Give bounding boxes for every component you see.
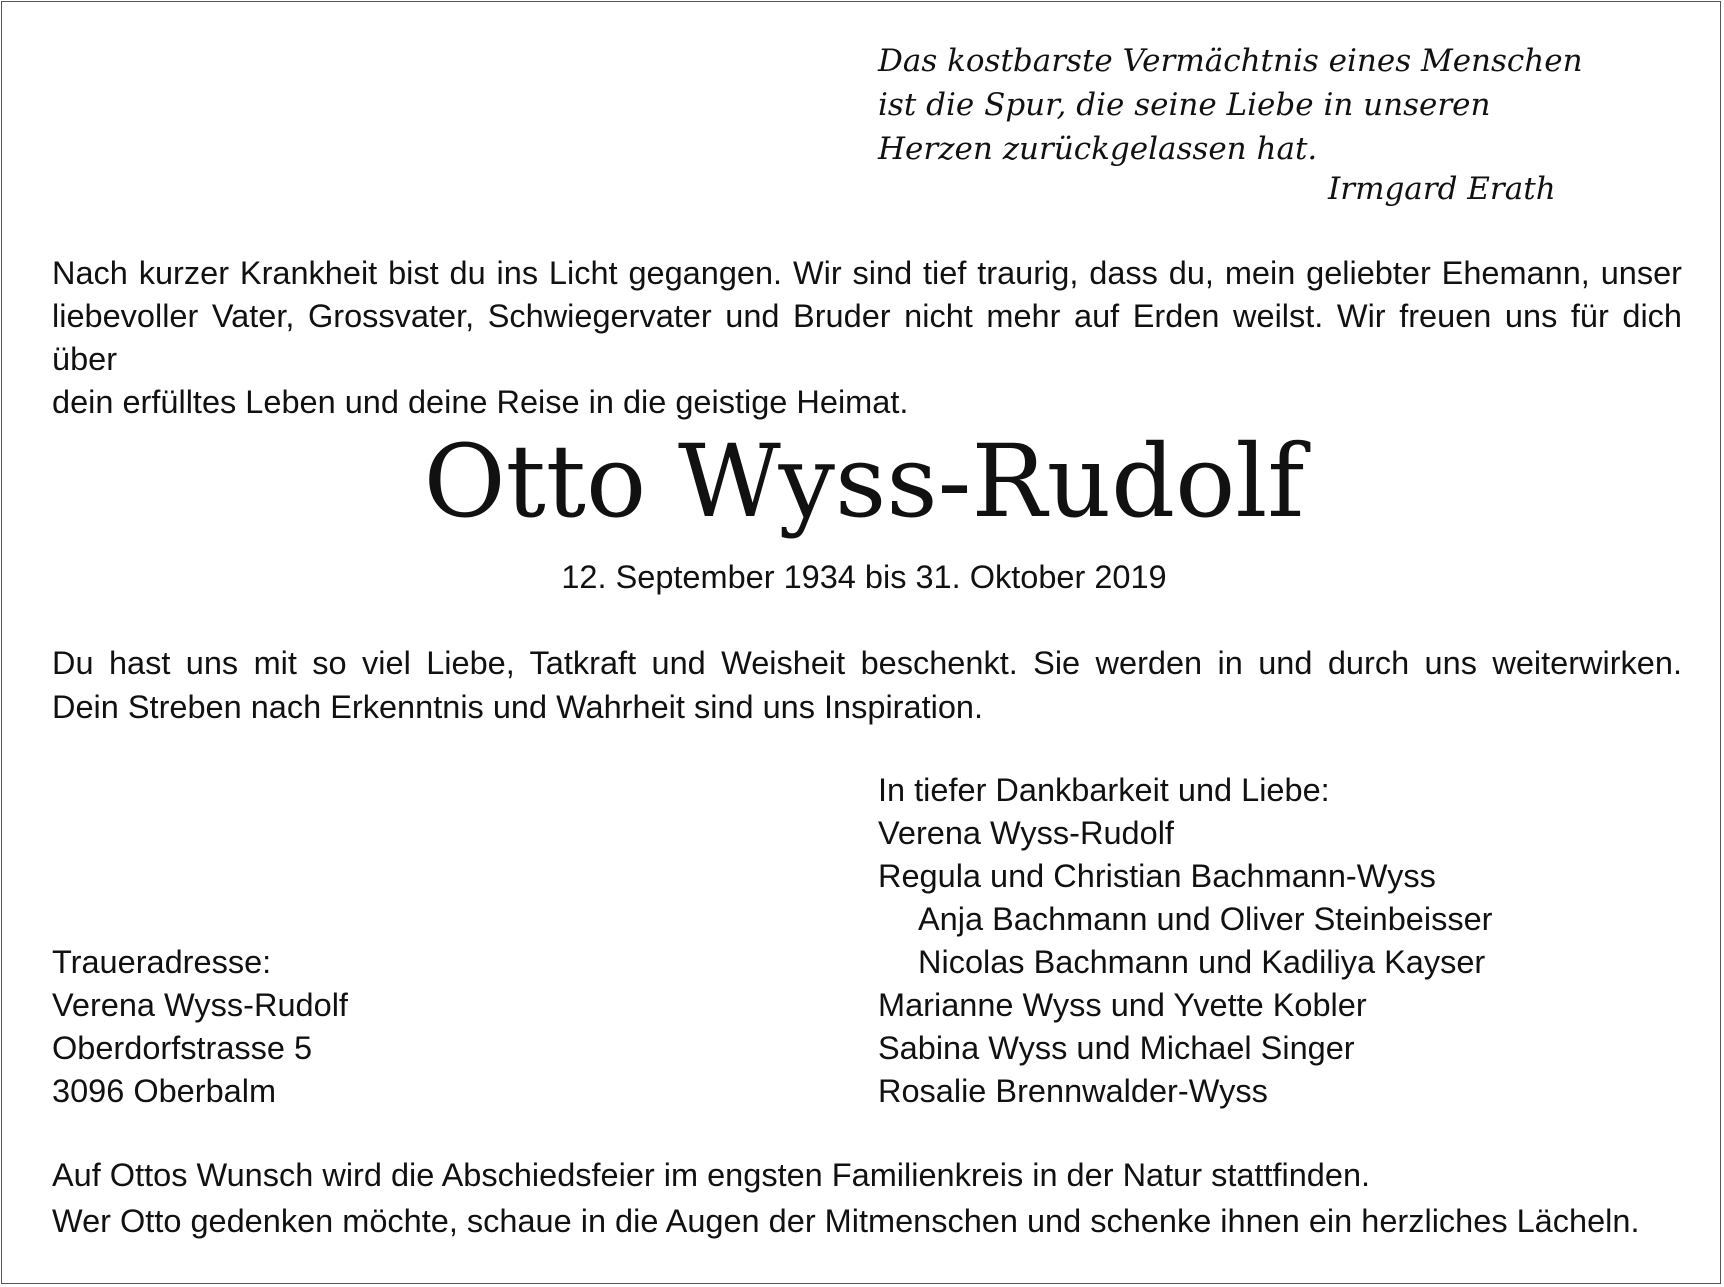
address-city: 3096 Oberbalm [52,1073,277,1109]
address-label: Traueradresse: [52,944,272,980]
life-dates: 12. September 1934 bis 31. Oktober 2019 [561,559,1167,595]
closing-line: Wer Otto gedenken möchte, schaue in die Augen der Mitmenschen und schenke ihnen ein herzliches Lächeln. [52,1203,1640,1239]
closing-line: Auf Ottos Wunsch wird die Abschiedsfeier im engsten Familienkreis in der Natur stattfinden. [52,1157,1371,1193]
quote-line: Herzen zurückgelassen hat. [878,131,1318,167]
address-name: Verena Wyss-Rudolf [52,987,348,1023]
intro-line: liebevoller Vater, Grossvater, Schwiegervater und Bruder nicht mehr auf Erden weilst. Wir freuen uns für dich über [52,298,1682,377]
mourner-name: Anja Bachmann und Oliver Steinbeisser [918,901,1493,937]
mourner-name: Nicolas Bachmann und Kadiliya Kayser [918,944,1486,980]
mourners-list [878,769,1492,1113]
address-street: Oberdorfstrasse 5 [52,1030,313,1066]
tribute-line: Du hast uns mit so viel Liebe, Tatkraft und Weisheit beschenkt. Sie werden in und durch uns weiterwirken. [52,645,1682,681]
announcement-frame [1,1,1721,1284]
memorial-quote [878,39,1638,171]
mourning-address [52,941,348,1113]
quote-line: ist die Spur, die seine Liebe in unseren [878,87,1491,123]
mourner-name: Rosalie Brennwalder-Wyss [878,1073,1268,1109]
intro-line: Nach kurzer Krankheit bist du ins Licht gegangen. Wir sind tief traurig, dass du, mein geliebter Ehemann, unser [52,255,1682,291]
quote-author: Irmgard Erath [1328,171,1556,207]
mourner-name: Sabina Wyss und Michael Singer [878,1030,1355,1066]
tribute-line: Dein Streben nach Erkenntnis und Wahrheit sind uns Inspiration. [52,689,983,725]
mourner-name: Regula und Christian Bachmann-Wyss [878,858,1436,894]
deceased-name: Otto Wyss-Rudolf [423,423,1305,540]
mourners-heading: In tiefer Dankbarkeit und Liebe: [878,772,1330,808]
closing-notes [52,1153,1639,1243]
intro-line: dein erfülltes Leben und deine Reise in die geistige Heimat. [52,384,909,420]
mourner-name: Verena Wyss-Rudolf [878,815,1174,851]
quote-line: Das kostbarste Vermächtnis eines Menschen [878,43,1583,79]
intro-paragraph [52,252,1682,424]
tribute-paragraph [52,641,1682,729]
mourner-name: Marianne Wyss und Yvette Kobler [878,987,1367,1023]
